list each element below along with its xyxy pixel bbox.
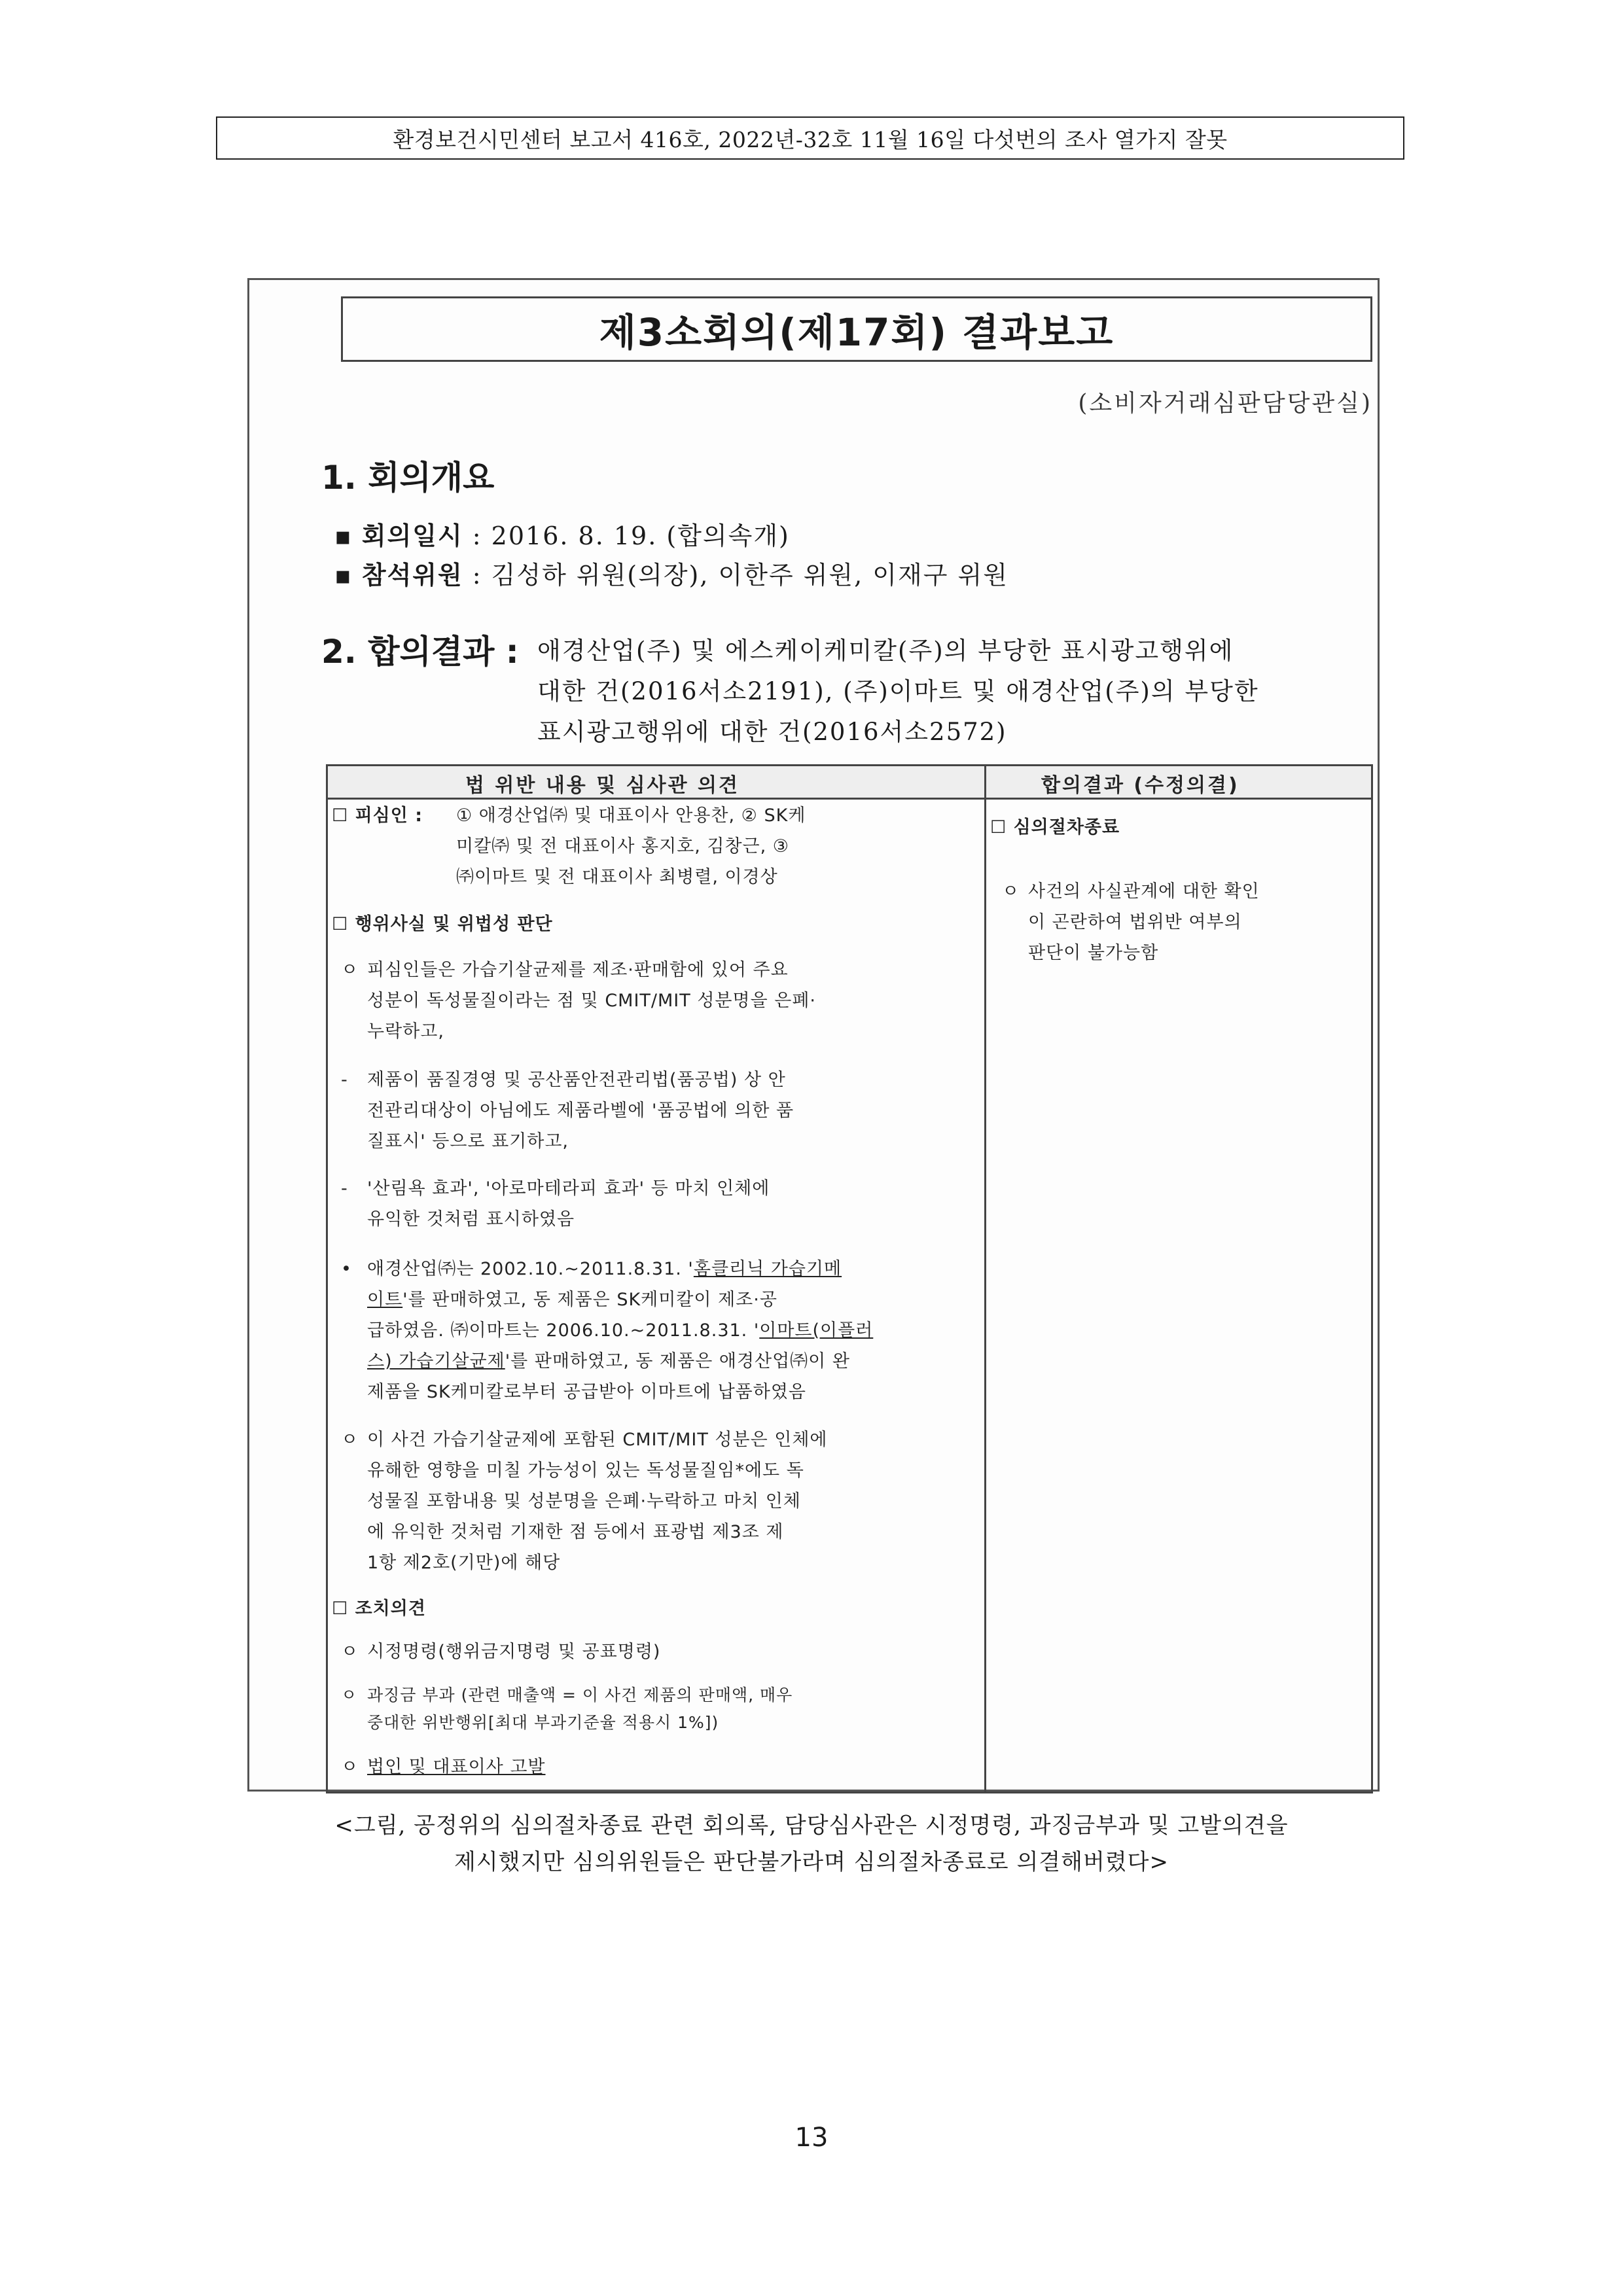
p1-line: 누락하고,: [367, 1021, 444, 1042]
facts-heading: ☐ 행위사실 및 위법성 판단: [332, 914, 553, 934]
p2-line: 제품이 품질경영 및 공산품안전관리법(품공법) 상 안: [367, 1070, 786, 1090]
section2-heading: 2. 합의결과 :: [321, 633, 519, 671]
decision-table: [326, 764, 1373, 1793]
department: (소비자거래심판담당관실): [1078, 390, 1372, 417]
scanned-report: [247, 278, 1380, 1792]
p4-underlined: 스) 가습기살균제: [367, 1351, 505, 1371]
meeting-date-label: 회의일시: [361, 521, 463, 550]
circle-bullet-icon: ㅇ: [341, 1757, 359, 1777]
circle-bullet-icon: ㅇ: [341, 1642, 359, 1662]
measure-text: 법인 및 대표이사 고발: [367, 1757, 546, 1777]
report-title: 제3소회의(제17회) 결과보고: [341, 296, 1372, 362]
table-header: [328, 766, 1371, 800]
p1-line: 성분이 독성물질이라는 점 및 CMIT/MIT 성분명을 은폐·: [367, 991, 817, 1011]
respondents-line: ① 애경산업㈜ 및 대표이사 안용찬, ② SK케: [456, 805, 806, 826]
p4-line: 제품을 SK케미칼로부터 공급받아 이마트에 납품하였음: [367, 1382, 806, 1402]
section2-line: 표시광고행위에 대한 건(2016서소2572): [537, 718, 1007, 746]
p2-line: 질표시' 등으로 표기하고,: [367, 1131, 569, 1152]
respondents-label: ☐ 피심인 :: [332, 805, 423, 826]
p3-line: 유익한 것처럼 표시하였음: [367, 1209, 575, 1229]
respondents-line: 미칼㈜ 및 전 대표이사 홍지호, 김창근, ③: [456, 836, 790, 857]
respondents-line: ㈜이마트 및 전 대표이사 최병렬, 이경상: [456, 867, 778, 887]
bullet-icon: ▪: [334, 561, 353, 590]
members-value: : 김성하 위원(의장), 이한주 위원, 이재구 위원: [472, 561, 1008, 590]
column-divider: [984, 766, 986, 1792]
p2-line: 전관리대상이 아님에도 제품라벨에 '품공법에 의한 품: [367, 1101, 794, 1121]
p4-text: '를 판매하였고, 동 제품은 SK케미칼이 제조·공: [402, 1290, 777, 1310]
right-line: 이 곤란하여 법위반 여부의: [1028, 912, 1242, 932]
section1-heading: 1. 회의개요: [321, 459, 495, 497]
circle-bullet-icon: ㅇ: [341, 960, 359, 980]
measure-2-line: 중대한 위반행위[최대 부과기준율 적용시 1%]): [367, 1713, 719, 1732]
p5-line: 에 유익한 것처럼 기재한 점 등에서 표광법 제3조 제: [367, 1522, 784, 1542]
p4-underlined: 이트: [367, 1290, 403, 1310]
p4-line: [367, 1284, 777, 1315]
p4-text: '를 판매하였고, 동 제품은 애경산업㈜이 완: [505, 1351, 850, 1371]
p1-line: 피심인들은 가습기살균제를 제조·판매함에 있어 주요: [367, 960, 789, 980]
header-right: 합의결과 (수정의결): [1041, 774, 1240, 797]
figure-caption-line-1: <그림, 공정위의 심의절차종료 관련 회의록, 담당심사관은 시정명령, 과징금부과 및 고발의견을: [334, 1812, 1289, 1839]
right-paragraph: [1002, 876, 1260, 907]
measures-heading: ☐ 조치의견: [332, 1598, 426, 1619]
p5-line: 성물질 포함내용 및 성분명을 은폐·누락하고 마치 인체: [367, 1491, 801, 1511]
right-heading: ☐ 심의절차종료: [990, 817, 1120, 838]
right-line: 판단이 불가능함: [1028, 943, 1159, 963]
measure-3: [341, 1752, 546, 1782]
paragraph-2: [341, 1065, 786, 1095]
paragraph-5: [341, 1424, 828, 1455]
header-left: 법 위반 내용 및 심사관 의견: [465, 774, 740, 797]
circle-bullet-icon: ㅇ: [341, 1686, 358, 1704]
section2-line: 애경산업(주) 및 에스케이케미칼(주)의 부당한 표시광고행위에: [537, 637, 1234, 665]
p4-line: [367, 1315, 873, 1346]
circle-bullet-icon: ㅇ: [1002, 881, 1020, 902]
members-label: 참석위원: [361, 560, 463, 590]
bullet-icon: ▪: [334, 521, 353, 550]
measure-1: [341, 1636, 660, 1667]
p3-line: '산림욕 효과', '아로마테라피 효과' 등 마치 인체에: [367, 1178, 770, 1199]
measure-2: [341, 1680, 793, 1710]
measure-text: 과징금 부과 (관련 매출액 = 이 사건 제품의 판매액, 매우: [367, 1686, 793, 1704]
section2-line: 대한 건(2016서소2191), (주)이마트 및 애경산업(주)의 부당한: [537, 677, 1259, 705]
dot-icon: •: [341, 1259, 352, 1279]
meeting-date-line: [334, 516, 790, 552]
dash-icon: -: [341, 1070, 348, 1090]
p4-text: 급하였음. ㈜이마트는 2006.10.~2011.8.31. ': [367, 1320, 760, 1341]
right-line: 사건의 사실관계에 대한 확인: [1028, 881, 1260, 902]
p4-text: 애경산업㈜는 2002.10.~2011.8.31. ': [367, 1259, 694, 1279]
p4-line: [367, 1346, 850, 1377]
meeting-date-value: : 2016. 8. 19. (합의속개): [472, 521, 790, 550]
p5-line: 1항 제2호(기만)에 해당: [367, 1553, 561, 1573]
page-number: 13: [794, 2123, 829, 2153]
paragraph-3: [341, 1173, 770, 1204]
p5-line: 유해한 영향을 미칠 가능성이 있는 독성물질임*에도 독: [367, 1460, 804, 1481]
p4-underlined: 홈클리닉 가습기메: [693, 1259, 842, 1279]
paragraph-1: [341, 955, 789, 985]
p4-underlined: 이마트(이플러: [759, 1320, 874, 1341]
measure-text: 시정명령(행위금지명령 및 공표명령): [367, 1642, 661, 1662]
p5-line: 이 사건 가습기살균제에 포함된 CMIT/MIT 성분은 인체에: [367, 1430, 828, 1450]
dash-icon: -: [341, 1178, 348, 1199]
paragraph-4: [341, 1254, 842, 1284]
circle-bullet-icon: ㅇ: [341, 1430, 359, 1450]
page-header: 환경보건시민센터 보고서 416호, 2022년-32호 11월 16일 다섯번의 조사 열가지 잘못: [216, 116, 1404, 160]
members-line: [334, 555, 1008, 591]
figure-caption-line-2: 제시했지만 심의위원들은 판단불가라며 심의절차종료로 의결해버렸다>: [454, 1849, 1169, 1875]
